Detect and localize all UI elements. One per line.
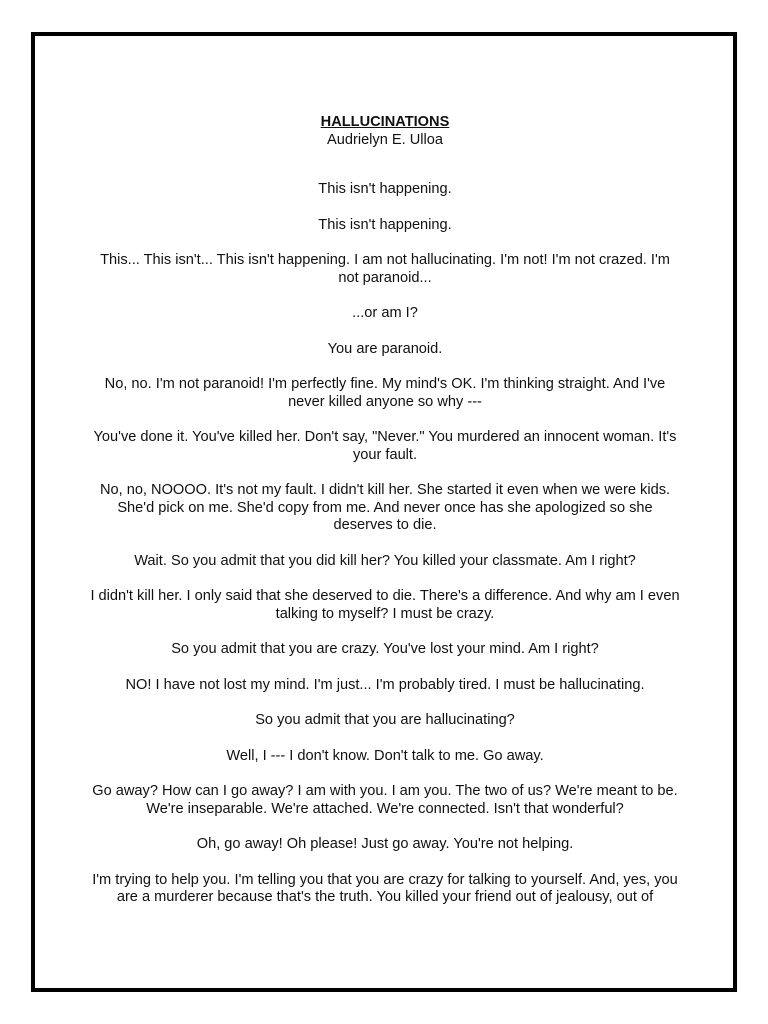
paragraph: Well, I --- I don't know. Don't talk to me. Go away. <box>226 747 544 764</box>
paragraph: Oh, go away! Oh please! Just go away. You're not helping. <box>196 836 574 852</box>
paragraph: You are paranoid. <box>327 340 443 357</box>
paragraph: No, no. I'm not paranoid! I'm perfectly fine. My mind's OK. I'm thinking straight. And I've never killed anyone so why --- <box>104 376 666 410</box>
paragraph: I'm trying to help you. I'm telling you that you are crazy for talking to yourself. And, yes, you are a murderer because that's the truth. You killed your friend out of jealousy, out of <box>92 871 678 905</box>
paragraph: No, no, NOOOO. It's not my fault. I didn't kill her. She started it even when we were kids. She'd pick on me. She'd copy from me. And never once has she apologized so she deserves to die. <box>99 482 671 533</box>
paragraph: You've done it. You've killed her. Don't say, "Never." You murdered an innocent woman. It's your fault. <box>93 429 677 463</box>
paragraph: This... This isn't... This isn't happening. I am not hallucinating. I'm not! I'm not crazed. I'm not paranoid... <box>100 252 670 286</box>
paragraph: So you admit that you are crazy. You've lost your mind. Am I right? <box>171 641 599 657</box>
document-title: HALLUCINATIONS <box>320 114 450 130</box>
paragraph: Wait. So you admit that you did kill her? You killed your classmate. Am I right? <box>134 552 636 569</box>
document-author: Audrielyn E. Ulloa <box>327 131 443 148</box>
paragraph: So you admit that you are hallucinating? <box>255 712 515 728</box>
paragraph: Go away? How can I go away? I am with you. I am you. The two of us? We're meant to be. We're inseparable. We're attached. We're connected. Isn't that wonderful? <box>92 783 678 817</box>
paragraph: I didn't kill her. I only said that she deserved to die. There's a difference. And why am I even talking to myself? I must be crazy. <box>90 588 680 622</box>
document-page <box>31 32 737 992</box>
paragraph: NO! I have not lost my mind. I'm just... I'm probably tired. I must be hallucinating. <box>125 676 645 693</box>
paragraph: ...or am I? <box>352 305 418 321</box>
paragraph: This isn't happening. <box>318 181 452 197</box>
document-body <box>90 114 680 925</box>
paragraph: This isn't happening. <box>318 216 452 233</box>
